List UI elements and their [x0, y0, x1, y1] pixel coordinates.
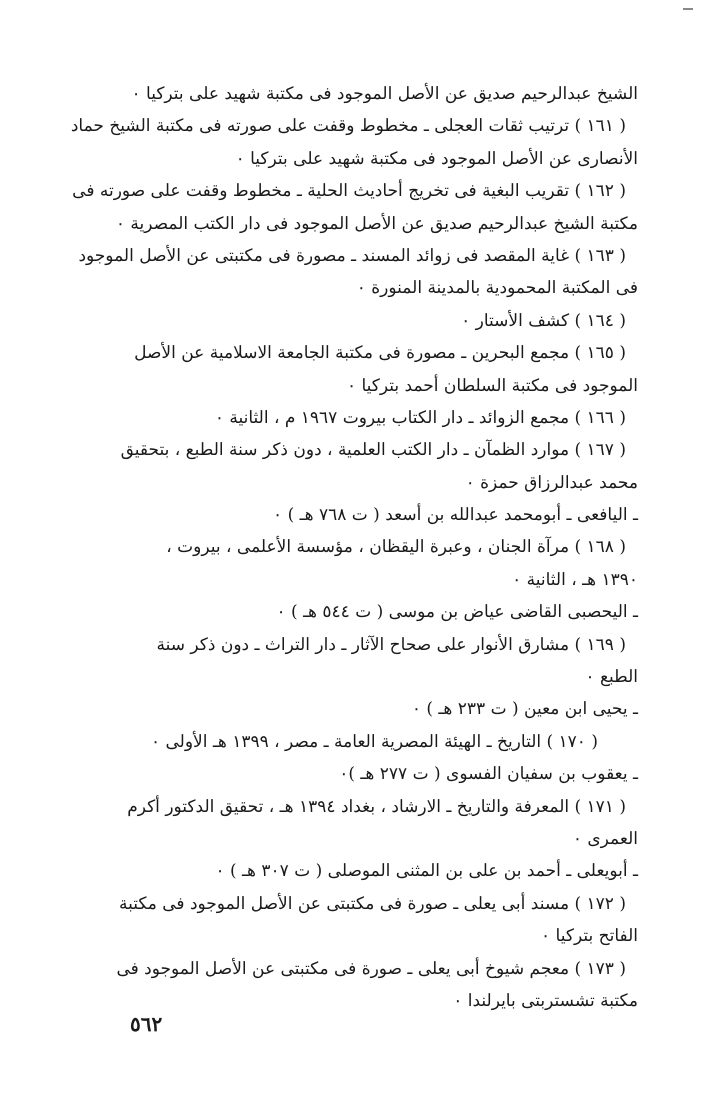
text-line: ( ١٧٠ ) التاريخ ـ الهيئة المصرية العامة ـ مصر ، ١٣٩٩ هـ الأولى ٠ — [150, 731, 598, 752]
text-line: ( ١٧١ ) المعرفة والتاريخ ـ الارشاد ، بغداد ١٣٩٤ هـ ، تحقيق الدكتور أكرم — [127, 796, 626, 817]
text-line: الطبع ٠ — [585, 667, 638, 688]
text-line: ( ١٦٣ ) غاية المقصد فى زوائد المسند ـ مصورة فى مكتبتى عن الأصل الموجود — [78, 245, 626, 266]
text-line: ( ١٦١ ) ترتيب ثقات العجلى ـ مخطوط وقفت على صورته فى مكتبة الشيخ حماد — [70, 116, 626, 137]
text-line: ( ١٧٢ ) مسند أبى يعلى ـ صورة فى مكتبتى عن الأصل الموجود فى مكتبة — [118, 893, 626, 914]
text-line: ( ١٦٩ ) مشارق الأنوار على صحاح الآثار ـ دار التراث ـ دون ذكر سنة — [156, 634, 626, 655]
text-line: محمد عبدالرزاق حمزة ٠ — [465, 472, 638, 493]
text-line: الفاتح بتركيا ٠ — [541, 926, 638, 947]
corner-mark — [683, 8, 693, 10]
text-line: ( ١٦٢ ) تقريب البغية فى تخريج أحاديث الحلية ـ مخطوط وقفت على صورته فى — [72, 181, 626, 202]
text-line: الأنصارى عن الأصل الموجود فى مكتبة شهيد على بتركيا ٠ — [235, 148, 638, 169]
text-line: ( ١٧٣ ) معجم شيوخ أبى يعلى ـ صورة فى مكتبتى عن الأصل الموجود فى — [116, 958, 626, 979]
text-line: الشيخ عبدالرحيم صديق عن الأصل الموجود فى مكتبة شهيد على بتركيا ٠ — [131, 84, 638, 104]
text-line: ـ يحيى ابن معين ( ت ٢٣٣ هـ ) ٠ — [411, 699, 638, 720]
text-line: مكتبة الشيخ عبدالرحيم صديق عن الأصل الموجود فى دار الكتب المصرية ٠ — [115, 213, 638, 234]
text-line: ـ يعقوب بن سفيان الفسوى ( ت ٢٧٧ هـ )٠ — [339, 764, 638, 785]
text-line: ( ١٦٨ ) مرآة الجنان ، وعبرة اليقظان ، مؤسسة الأعلمى ، بيروت ، — [166, 537, 626, 558]
text-line: ـ اليافعى ـ أبومحمد عبدالله بن أسعد ( ت ٧٦٨ هـ ) ٠ — [273, 505, 638, 526]
text-line: ( ١٦٥ ) مجمع البحرين ـ مصورة فى مكتبة الجامعة الاسلامية عن الأصل — [134, 343, 626, 364]
text-line: ( ١٦٦ ) مجمع الزوائد ـ دار الكتاب بيروت ١٩٦٧ م ، الثانية ٠ — [214, 407, 626, 428]
text-line: ( ١٦٤ ) كشف الأستار ٠ — [461, 310, 626, 331]
text-line: ١٣٩٠ هـ ، الثانية ٠ — [512, 569, 638, 590]
text-line: ـ اليحصبى القاضى عياض بن موسى ( ت ٥٤٤ هـ ) ٠ — [276, 602, 638, 623]
text-line: مكتبة تشستربتى بايرلندا ٠ — [453, 990, 638, 1011]
page-body — [70, 78, 638, 1017]
text-line: ( ١٦٧ ) موارد الظمآن ـ دار الكتب العلمية ، دون ذكر سنة الطبع ، بتحقيق — [120, 440, 626, 461]
text-line: العمرى ٠ — [572, 828, 638, 849]
text-line: ـ أبويعلى ـ أحمد بن على بن المثنى الموصلى ( ت ٣٠٧ هـ ) ٠ — [215, 861, 638, 882]
text-line: فى المكتبة المحمودية بالمدينة المنورة ٠ — [356, 278, 638, 299]
text-line: الموجود فى مكتبة السلطان أحمد بتركيا ٠ — [346, 375, 638, 396]
page-number: ٥٦٢ — [130, 1012, 163, 1036]
